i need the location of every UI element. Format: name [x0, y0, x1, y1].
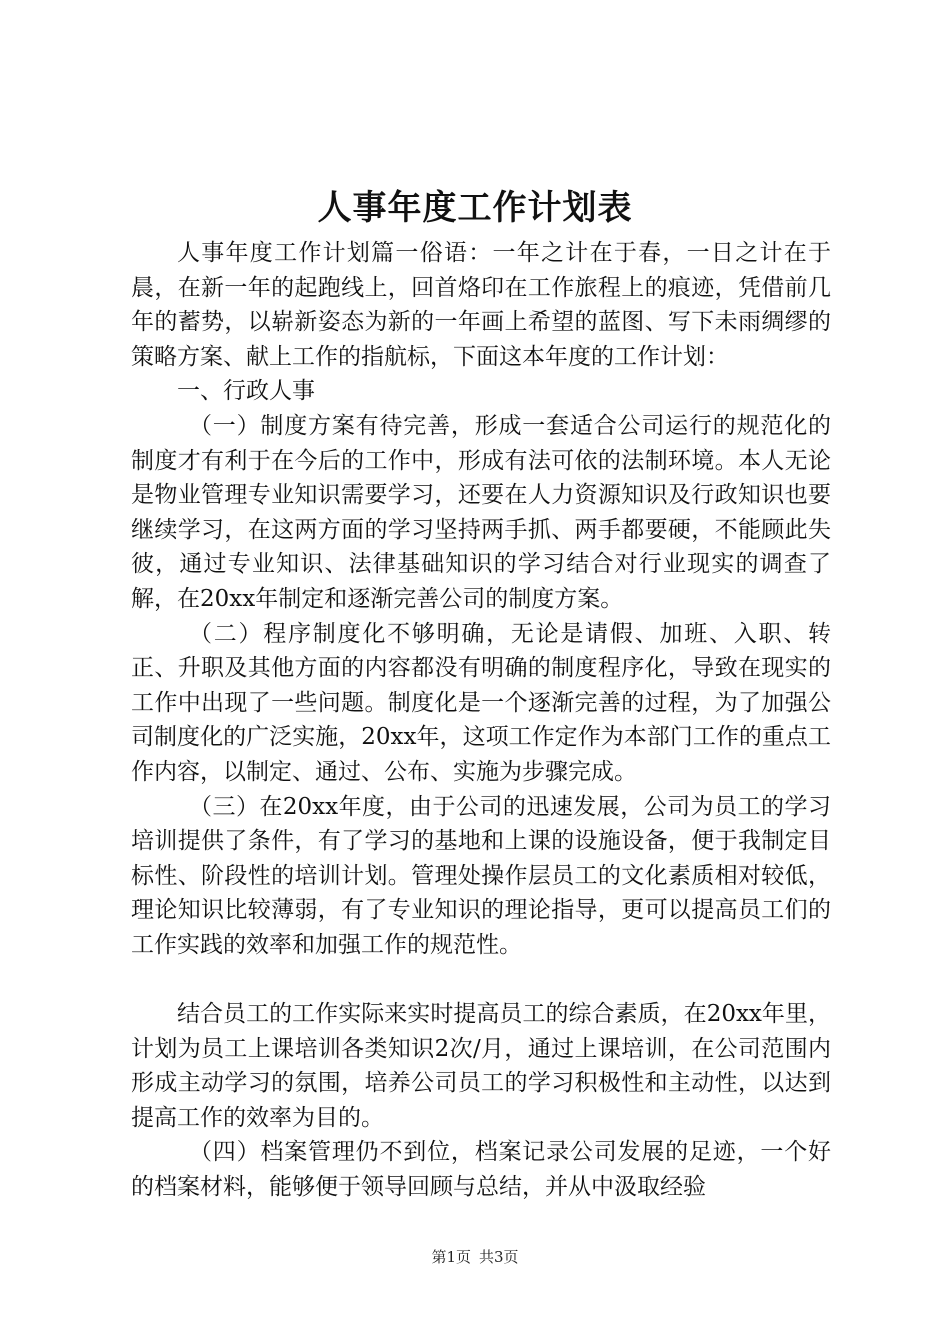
paragraph-item-1: （一）制度方案有待完善，形成一套适合公司运行的规范化的制度才有利于在今后的工作中，形成有法可依的法制环境。本人无论是物业管理专业知识需要学习，还要在人力资源知识及行政知识也要继续学习，在这两方面的学习坚持两手抓、两手都要硬，不能顾此失彼，通过专业知识、法律基础知识的学习结合对行业现实的调查了解，在20xx年制定和逐渐完善公司的制度方案。: [131, 412, 831, 612]
page-total: 共3页: [479, 1248, 519, 1266]
page-footer: [0, 1247, 950, 1267]
paragraph-training-plan: 结合员工的工作实际来实时提高员工的综合素质，在20xx年里，计划为员工上课培训各类知识2次/月，通过上课培训，在公司范围内形成主动学习的氛围，培养公司员工的学习积极性和主动性，以达到提高工作的效率为目的。: [131, 1001, 831, 1131]
paragraph-item-4: （四）档案管理仍不到位，档案记录公司发展的足迹，一个好的档案材料，能够便于领导回顾与总结，并从中汲取经验: [131, 1139, 831, 1201]
paragraph-item-3: （三）在20xx年度，由于公司的迅速发展，公司为员工的学习培训提供了条件，有了学习的基地和上课的设施设备，便于我制定目标性、阶段性的培训计划。管理处操作层员工的文化素质相对较低，理论知识比较薄弱，有了专业知识的理论指导，更可以提高员工们的工作实践的效率和加强工作的规范性。: [131, 793, 831, 958]
document-title: 人事年度工作计划表: [317, 188, 633, 228]
document-body: [131, 236, 831, 1205]
intro-paragraph: 人事年度工作计划篇一俗语：一年之计在于春，一日之计在于晨，在新一年的起跑线上，回首烙印在工作旅程上的痕迹，凭借前几年的蓄势，以崭新姿态为新的一年画上希望的蓝图、写下未雨绸缪的策略方案、献上工作的指航标，下面这本年度的工作计划：: [131, 240, 831, 370]
paragraph-item-2: （二）程序制度化不够明确，无论是请假、加班、入职、转正、升职及其他方面的内容都没有明确的制度程序化，导致在现实的工作中出现了一些问题。制度化是一个逐渐完善的过程，为了加强公司制度化的广泛实施，20xx年，这项工作定作为本部门工作的重点工作内容，以制定、通过、公布、实施为步骤完成。: [131, 620, 831, 785]
section-heading-admin-hr: 一、行政人事: [177, 378, 315, 405]
page-number: 第1页: [431, 1248, 471, 1266]
